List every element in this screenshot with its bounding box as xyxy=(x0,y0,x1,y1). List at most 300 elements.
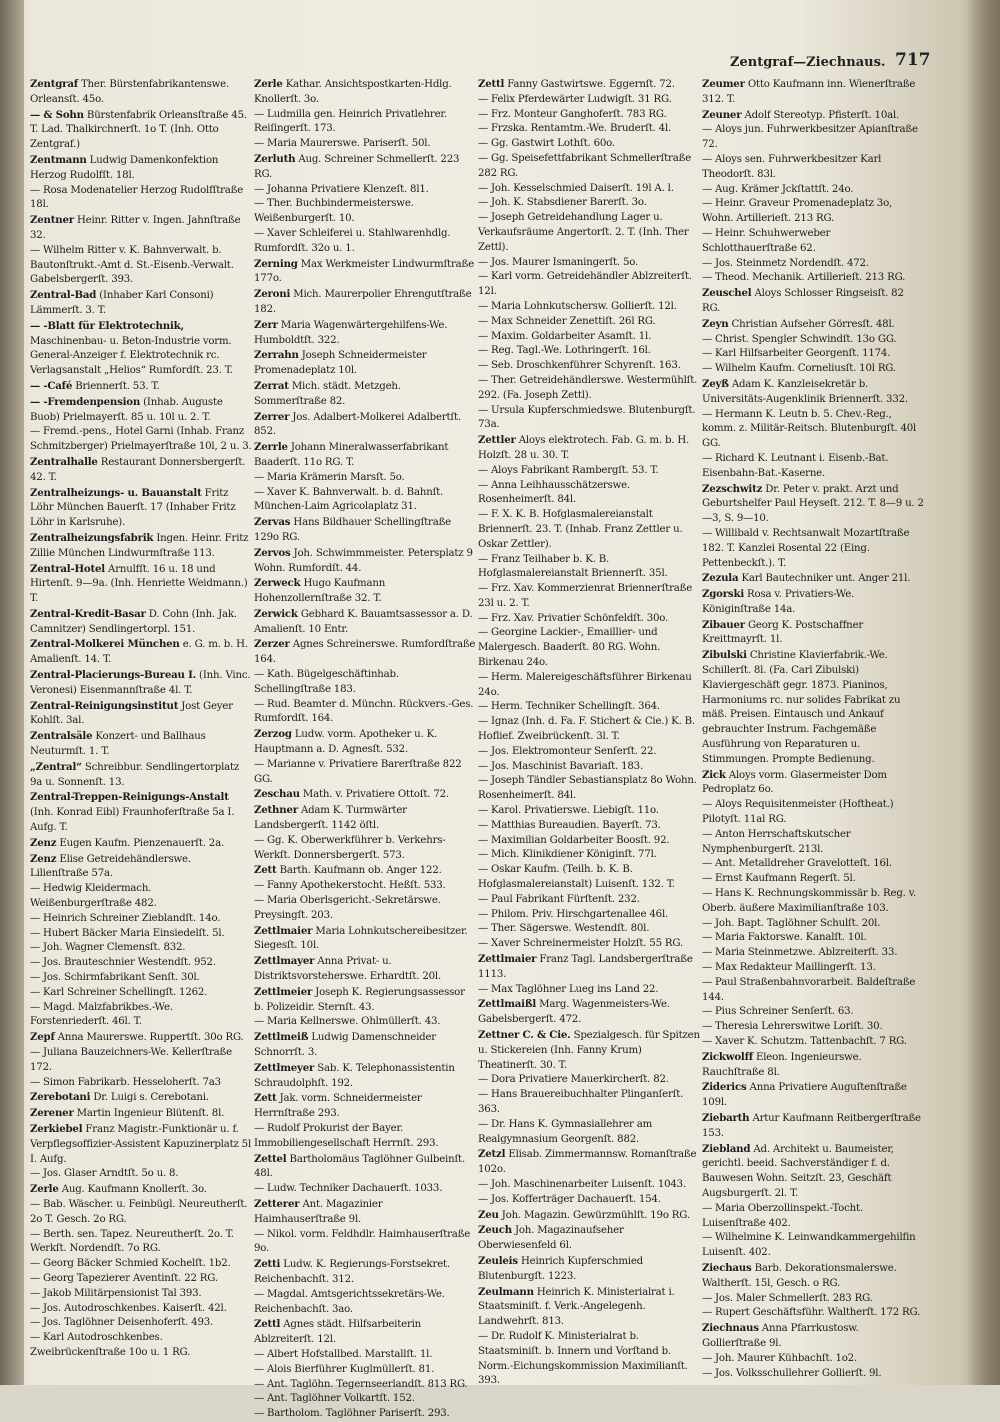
entry-details: Barb. Dekorationsmalerswe. Waltherſt. 15l, Gesch. o RG. xyxy=(702,1262,897,1289)
directory-entry xyxy=(478,671,700,701)
entry-details: Jos. Adalbert-Molkerei Adalbertſt. 852. xyxy=(254,411,461,438)
directory-entry xyxy=(254,227,476,257)
entry-surname: Zepf xyxy=(30,1031,55,1044)
entry-details: Adolf Stereotyp. Pfisterſt. 10al. xyxy=(744,109,900,121)
entry-surname: Zentral-Bad xyxy=(30,289,97,302)
entry-details: — Jos. Schirmfabrikant Senſt. 30l. xyxy=(30,972,200,984)
entry-details: — Ludw. Techniker Dachauerſt. 1033. xyxy=(254,1183,443,1195)
directory-entry xyxy=(478,1254,700,1285)
entry-surname: Zentral-Hotel xyxy=(30,562,105,575)
directory-entry xyxy=(254,1182,476,1197)
directory-entry xyxy=(478,374,700,404)
directory-entry xyxy=(254,758,476,788)
directory-entry xyxy=(254,787,476,803)
directory-entry xyxy=(702,408,924,452)
entry-surname: Ziebarth xyxy=(702,1111,750,1124)
directory-entry xyxy=(254,637,476,668)
directory-entry xyxy=(478,508,700,552)
directory-entry xyxy=(254,727,476,758)
entry-surname: Zetterer xyxy=(254,1197,300,1210)
directory-entry xyxy=(254,486,476,516)
entry-surname: Zentralheizungs- u. Bauanstalt xyxy=(30,486,202,499)
directory-entry xyxy=(254,137,476,152)
directory-entry xyxy=(30,971,252,986)
entry-details: Barth. Kaufmann ob. Anger 122. xyxy=(279,865,442,877)
running-title: Zentgraf—Ziechnaus. xyxy=(730,55,886,70)
entry-surname: Zibulski xyxy=(702,649,747,662)
directory-entry xyxy=(702,887,924,917)
directory-entry xyxy=(478,1193,700,1208)
directory-entry xyxy=(478,553,700,583)
entry-details: — Joh. K. Stabsdiener Barerſt. 3o. xyxy=(478,197,647,209)
entry-surname: Zeulmann xyxy=(478,1285,534,1298)
directory-entry xyxy=(702,1111,924,1142)
entry-details: — Richard K. Leutnant i. Eisenb.-Bat. Eisenbahn-Bat.-Kaserne. xyxy=(702,452,889,479)
entry-details: e. G. m. b. H. Amalienſt. 14. T. xyxy=(30,639,248,666)
entry-details: Agnes städt. Hilfsarbeiterin Ablzreiterſt. 12l. xyxy=(254,1319,422,1346)
entry-details: Jak. vorm. Schneidermeister Herrnſtraße 293. xyxy=(254,1093,422,1120)
directory-entry xyxy=(702,872,924,887)
directory-entry xyxy=(254,440,476,471)
directory-entry xyxy=(30,1198,252,1228)
entry-details: (Inh. Vinc. Veronesi) Eisenmannſtraße 4l. T. xyxy=(30,670,251,696)
entry-details: — Rosa Modenatelier Herzog Rudolfſtraße 18l. xyxy=(30,184,244,211)
entry-details: — Jos. Elektromonteur Senſerſt. 22. xyxy=(478,745,657,757)
entry-details: Anna Privat- u. Distriktsvorsteherswe. Erhardtſt. 20l. xyxy=(254,956,442,983)
entry-details: (Inh. Konrad Eibl) Fraunhoferſtraße 5a I. Aufg. T. xyxy=(30,807,235,834)
entry-details: — Johanna Privatiere Klenzeſt. 8l1. xyxy=(254,183,429,195)
directory-entry xyxy=(30,607,252,638)
entry-surname: Zettlmayer xyxy=(254,955,315,968)
entry-details: — Karol. Privatierswe. Liebigſt. 11o. xyxy=(478,805,659,817)
entry-surname: Zentral-Placierungs-Bureau I. xyxy=(30,669,196,682)
directory-entry xyxy=(702,798,924,828)
directory-entry xyxy=(702,618,924,649)
entry-surname: Zerrahn xyxy=(254,349,299,362)
entry-details: — Georgine Lackier-, Emaillier- und Malergesch. Baaderſt. 80 RG. Wohn. Birkenau 24o. xyxy=(478,627,661,669)
entry-surname: Zerkiebel xyxy=(30,1122,83,1135)
entry-details: — Paul Fabrikant Fürſtenſt. 232. xyxy=(478,893,640,905)
directory-entry xyxy=(478,211,700,255)
entry-details: — Alois Bierführer Kuglmüllerſt. 81. xyxy=(254,1363,435,1375)
entry-details: — Dr. Rudolf K. Ministerialrat b. Staatsminiſt. b. Innern und Vorſtand b. Norm.-Eichungskommission Maximilianſt. 393. xyxy=(478,1330,688,1387)
directory-entry xyxy=(30,425,252,455)
entry-surname: Zeroni xyxy=(254,288,291,301)
entry-details: Ad. Architekt u. Baumeister, gerichtl. beeid. Sachverständiger f. d. Bauwesen Wohn. Seitzſt. 23, Geschäft Augsburgerſt. 2l. T. xyxy=(702,1143,894,1199)
entry-details: — Joh. Maschinenarbeiter Luisenſt. 1043. xyxy=(478,1178,686,1190)
entry-surname: Zerning xyxy=(254,257,298,270)
entry-details: — Georg Bäcker Schmied Kochelſt. 1b2. xyxy=(30,1258,231,1270)
directory-entry xyxy=(702,1020,924,1035)
entry-details: — Pius Schreiner Senſerſt. 63. xyxy=(702,1006,854,1018)
directory-entry xyxy=(30,760,252,791)
entry-surname: Zettlmeiß xyxy=(254,1031,309,1044)
directory-entry xyxy=(702,1050,924,1081)
entry-details: — Ther. Buchbindermeisterswe. Weißenburgerſt. 10. xyxy=(254,198,414,225)
entry-details: — Maximilian Goldarbeiter Boosſt. 92. xyxy=(478,834,670,846)
entry-details: (Inhaber Karl Consoni) Lämmerſt. 3. T. xyxy=(30,290,214,316)
entry-details: — Ant. Taglöhn. Tegernseerlandſt. 813 RG. xyxy=(254,1378,468,1390)
directory-entry xyxy=(702,571,924,587)
directory-entry xyxy=(702,153,924,183)
directory-entry xyxy=(478,612,700,627)
entry-surname: — -Blatt für Elektrotechnik, xyxy=(30,319,184,332)
entry-details: Adam K. Kanzleisekretär b. Universitäts-Augenklinik Briennerſt. 332. xyxy=(702,378,908,405)
directory-entry xyxy=(30,153,252,184)
entry-surname: Zettlmaißl xyxy=(478,998,537,1011)
entry-details: — Joh. Kesselschmied Daiserſt. 19l A. l. xyxy=(478,182,674,194)
entry-details: — Frz. Monteur Ganghoferſt. 783 RG. xyxy=(478,108,667,120)
entry-details: Elisab. Zimmermannsw. Romanſtraße 102o. xyxy=(478,1149,697,1176)
entry-details: — Rupert Geschäftsführ. Waltherſt. 172 RG. xyxy=(702,1307,921,1319)
entry-details: — Wilhelm Kaufm. Corneliusſt. 10l RG. xyxy=(702,363,896,375)
directory-entry xyxy=(254,1378,476,1393)
entry-details: — Rud. Beamter d. Münchn. Rückvers.-Ges. Rumfordſt. 164. xyxy=(254,698,474,725)
entry-details: Georg K. Postschaffner Kreittmayrſt. 1l. xyxy=(702,619,864,646)
entry-surname: Zentralhalle xyxy=(30,455,98,468)
entry-surname: Zervas xyxy=(254,516,291,529)
entry-details: — Heinr. Graveur Promenadeplatz 3o, Wohn. Artillerieſt. 213 RG. xyxy=(702,198,893,225)
entry-details: Maria Wagenwärtergehilfens-We. Humboldtſt. 322. xyxy=(254,319,448,346)
entry-details: — Fremd.-pens., Hotel Garni (Inhab. Franz Schmitzberger) Prielmayerſtraße 10l, 2 u. 3. xyxy=(30,426,252,453)
directory-entry xyxy=(30,213,252,244)
directory-entry xyxy=(702,917,924,932)
entry-surname: Zerzer xyxy=(254,638,290,651)
column-3 xyxy=(478,77,700,1387)
entry-details: — Bartholom. Taglöhner Pariserſt. 293. xyxy=(254,1408,450,1420)
directory-entry xyxy=(254,1015,476,1030)
directory-entry xyxy=(30,1122,252,1167)
entry-details: Arnulfſt. 16 u. 18 und Hirtenſt. 9—9a. (Inh. Henriette Weidmann.) T. xyxy=(30,563,248,605)
entry-surname: Ziechnaus xyxy=(702,1322,759,1335)
directory-entry xyxy=(702,183,924,198)
entry-details: Anna Pfarrkustosw. Gollierſtraße 9l. xyxy=(702,1323,859,1349)
directory-entry xyxy=(30,836,252,852)
entry-details: — Max Redakteur Maillingerſt. 13. xyxy=(702,962,876,974)
entry-details: — Dora Privatiere Mauerkircherſt. 82. xyxy=(478,1074,669,1086)
entry-details: — Theod. Mechanik. Artillerieſt. 213 RG. xyxy=(702,272,906,284)
directory-entry xyxy=(30,319,252,379)
directory-entry xyxy=(478,1208,700,1224)
entry-details: Rosa v. Privatiers-We. Königinſtraße 14a. xyxy=(702,589,855,615)
entry-details: — Frz. Xav. Privatier Schönfeldſt. 30o. xyxy=(478,612,669,624)
directory-entry xyxy=(478,908,700,923)
directory-entry xyxy=(702,1142,924,1202)
directory-entry xyxy=(30,882,252,912)
directory-entry xyxy=(702,1352,924,1367)
directory-entry xyxy=(702,1231,924,1261)
entry-details: Hugo Kaufmann Hohenzollernſtraße 32. T. xyxy=(254,578,386,605)
entry-surname: Zettl xyxy=(254,1318,281,1331)
entry-surname: Zentral-Kredit-Basar xyxy=(30,607,146,620)
entry-details: — Gg. K. Oberwerkführer b. Verkehrs-Werkſt. Donnersbergerſt. 573. xyxy=(254,834,446,861)
entry-details: — Theresia Lehrerswitwe Loriſt. 30. xyxy=(702,1021,883,1033)
entry-surname: Zgorski xyxy=(702,588,744,601)
entry-surname: Ziebland xyxy=(702,1142,751,1155)
directory-entry xyxy=(254,152,476,183)
entry-details: — Jakob Militärpensionist Tal 393. xyxy=(30,1287,202,1299)
entry-details: — Maria Kellnerswe. Ohlmüllerſt. 43. xyxy=(254,1016,441,1028)
entry-surname: Ziechaus xyxy=(702,1261,752,1274)
entry-details: — Karl Hilfsarbeiter Georgenſt. 1174. xyxy=(702,348,891,360)
entry-details: — Anton Herrschaftskutscher Nymphenburgerſt. 213l. xyxy=(702,828,851,855)
entry-details: Ludw. vorm. Apotheker u. K. Hauptmann a. D. Agnesſt. 532. xyxy=(254,729,438,756)
entry-surname: Zeuch xyxy=(478,1224,512,1237)
directory-entry xyxy=(702,1321,924,1352)
directory-entry xyxy=(254,1407,476,1422)
entry-surname: Zerebotani xyxy=(30,1091,91,1104)
entry-details: Max Werkmeister Lindwurmſtraße 177o. xyxy=(254,258,474,285)
entry-details: — Ludmilla gen. Heinrich Privatlehrer. Reiſingerſt. 173. xyxy=(254,108,448,135)
directory-entry xyxy=(30,1228,252,1258)
entry-surname: Zenz xyxy=(30,852,57,865)
directory-entry xyxy=(478,626,700,670)
directory-entry xyxy=(702,362,924,377)
entry-details: — Ther. Getreidehändlerswe. Westermühlſt. 292. (Fa. Joseph Zettl). xyxy=(478,374,698,401)
entry-surname: Zerluth xyxy=(254,152,296,165)
entry-details: — Jos. Volksschullehrer Gollierſt. 9l. xyxy=(702,1367,882,1379)
entry-details: — Hedwig Kleidermach. Weißenburgerſtraße 482. xyxy=(30,883,157,910)
directory-entry xyxy=(478,1073,700,1088)
entry-details: — Karl vorm. Getreidehändler Ablzreiterſt. 12l. xyxy=(478,271,692,298)
entry-details: Joseph Schneidermeister Promenadeplatz 10l. xyxy=(254,350,427,377)
directory-entry xyxy=(30,455,252,486)
entry-details: — Rudolf Prokurist der Bayer. Immobiliengesellschaft Herrnſt. 293. xyxy=(254,1122,439,1149)
entry-details: Aug. Schreiner Schmellerſt. 223 RG. xyxy=(254,153,460,180)
entry-details: Maschinenbau- u. Beton-Industrie vorm. General-Anzeiger f. Elektrotechnik rc. Verlagsanstalt „Helios“ Rumfordſt. 23. T. xyxy=(30,335,233,377)
entry-details: Ther. Bürstenfabrikantenswe. Orleansſt. 45o. xyxy=(30,79,229,105)
directory-entry xyxy=(702,648,924,767)
directory-entry xyxy=(478,700,700,715)
directory-entry xyxy=(478,937,700,952)
directory-entry xyxy=(254,1348,476,1363)
directory-entry xyxy=(30,1046,252,1076)
directory-entry xyxy=(702,961,924,976)
directory-entry xyxy=(254,834,476,864)
entry-details: Joh. Magazinaufseher Oberwiesenfeld 6l. xyxy=(478,1225,624,1252)
directory-entry xyxy=(702,931,924,946)
entry-surname: Zettler xyxy=(478,434,516,447)
entry-surname: Zeuschel xyxy=(702,287,752,300)
directory-entry xyxy=(702,1261,924,1292)
directory-entry xyxy=(254,1197,476,1228)
directory-entry xyxy=(478,182,700,197)
entry-details: — Gg. Speisefettfabrikant Schmellerſtraße 282 RG. xyxy=(478,152,692,179)
directory-entry xyxy=(478,433,700,464)
entry-details: — Joh. Maurer Kühbachſt. 1o2. xyxy=(702,1352,858,1364)
entry-details: — Maria Lohnkutschersw. Gollierſt. 12l. xyxy=(478,300,677,312)
directory-entry xyxy=(702,123,924,153)
entry-details: — F. X. K. B. Hofglasmalereianstalt Briennerſt. 23. T. (Inhab. Franz Zettler u. Oskar Zettler). xyxy=(478,509,683,550)
entry-surname: Zerweck xyxy=(254,577,301,590)
entry-details: Anna Privatiere Auguſtenſtraße 109l. xyxy=(702,1082,907,1109)
entry-details: — Berth. sen. Tapez. Neureutherſt. 2o. T. Werkſt. Nordendſt. 7o RG. xyxy=(30,1228,234,1255)
directory-entry xyxy=(702,452,924,482)
entry-details: Bartholomäus Taglöhner Gulbeinſt. 48l. xyxy=(254,1153,465,1180)
directory-entry xyxy=(254,879,476,894)
directory-entry xyxy=(30,1076,252,1091)
entry-details: Elise Getreidehändlerswe. Lilienſtraße 57a. xyxy=(30,853,191,880)
directory-entry xyxy=(702,1306,924,1321)
directory-entry xyxy=(254,77,476,108)
directory-entry xyxy=(702,527,924,571)
directory-entry xyxy=(30,1272,252,1287)
entry-details: Martin Ingenieur Blütenſt. 8l. xyxy=(76,1108,225,1120)
directory-entry xyxy=(254,1317,476,1348)
directory-entry xyxy=(254,1152,476,1183)
directory-entry xyxy=(702,1292,924,1307)
directory-entry xyxy=(478,1118,700,1148)
entry-surname: Zettlmaier xyxy=(478,953,537,966)
directory-entry xyxy=(702,377,924,408)
entry-surname: Zetti xyxy=(254,1258,281,1271)
entry-surname: Zentralsäle xyxy=(30,730,93,743)
entry-details: — Matthias Bureaudien. Bayerſt. 73. xyxy=(478,819,661,831)
entry-surname: Zentral-Reinigungsinstitut xyxy=(30,699,179,712)
entry-details: — Jos. Glaser Arndtſt. 5o u. 8. xyxy=(30,1168,179,1180)
entry-details: Gebhard K. Bauamtsassessor a. D. Amalienſt. 10 Entr. xyxy=(254,608,473,635)
directory-entry xyxy=(30,1182,252,1198)
entry-details: Dr. Luigi s. Cerebotani. xyxy=(93,1092,209,1104)
directory-entry xyxy=(702,227,924,257)
directory-entry xyxy=(254,698,476,728)
entry-surname: Zett xyxy=(254,864,277,877)
directory-entry xyxy=(702,1035,924,1050)
entry-surname: Zibauer xyxy=(702,618,745,631)
directory-entry xyxy=(702,333,924,348)
entry-details: Math. v. Privatiere Ottoſt. 72. xyxy=(302,789,449,801)
entry-surname: — -Café xyxy=(30,379,73,392)
entry-surname: Zentralheizungsfabrik xyxy=(30,531,154,544)
directory-entry xyxy=(254,985,476,1016)
entry-surname: Zeu xyxy=(478,1208,499,1221)
entry-details: Joseph K. Regierungsassessor b. Polizeidir. Sternſt. 43. xyxy=(254,986,465,1013)
entry-details: Karl Bautechniker unt. Anger 21l. xyxy=(741,573,911,585)
directory-entry xyxy=(254,1091,476,1122)
directory-entry xyxy=(478,983,700,998)
directory-entry xyxy=(254,197,476,227)
entry-details: — Xaver Schleiferei u. Stahlwarenhdlg. Rumfordſt. 32o u. 1. xyxy=(254,227,451,254)
directory-entry xyxy=(254,183,476,198)
directory-entry xyxy=(30,1257,252,1272)
entry-surname: Zettlmeyer xyxy=(254,1061,315,1074)
directory-entry xyxy=(478,152,700,182)
directory-entry xyxy=(478,137,700,152)
directory-entry xyxy=(702,976,924,1006)
entry-surname: Zeschau xyxy=(254,788,300,801)
entry-details: — Herm. Techniker Schellingſt. 364. xyxy=(478,701,660,713)
entry-details: Jost Geyer Kohlſt. 3al. xyxy=(30,700,233,727)
entry-surname: Zetzl xyxy=(478,1148,506,1161)
entry-surname: Zerle xyxy=(30,1183,59,1196)
entry-details: — Jos. Taglöhner Deisenhoferſt. 493. xyxy=(30,1317,214,1329)
entry-details: Ant. Magazinier Haimhauserſtraße 9l. xyxy=(254,1198,383,1225)
entry-surname: — & Sohn xyxy=(30,108,84,121)
entry-details: — Ursula Kupferschmiedswe. Blutenburgſt. 73a. xyxy=(478,404,696,431)
directory-entry xyxy=(254,1030,476,1061)
directory-entry xyxy=(30,1030,252,1046)
entry-details: — Heinr. Schuhwerweber Schlotthauerſtraße 62. xyxy=(702,227,831,254)
directory-entry xyxy=(478,863,700,893)
entry-surname: Zentral-Molkerei München xyxy=(30,638,180,651)
directory-entry xyxy=(478,256,700,271)
directory-entry xyxy=(478,1330,700,1389)
entry-details: — Gg. Gastwirt Lothſt. 60o. xyxy=(478,138,615,150)
directory-entry xyxy=(478,464,700,479)
entry-details: — Joseph Tändler Sebastiansplatz 8o Wohn. Rosenheimerſt. 84l. xyxy=(478,775,697,802)
directory-entry xyxy=(478,344,700,359)
directory-entry xyxy=(30,729,252,760)
directory-entry xyxy=(30,108,252,153)
entry-surname: Zeyß xyxy=(702,377,729,390)
entry-details: — Maria Oberlsgericht.-Sekretärswe. Preysingſt. 203. xyxy=(254,895,441,921)
directory-entry xyxy=(254,379,476,410)
entry-details: Ludwig Damenkonfektion Herzog Rudolfſt. 18l. xyxy=(30,154,219,181)
directory-entry xyxy=(702,857,924,872)
directory-entry xyxy=(702,587,924,618)
column-1 xyxy=(30,77,252,1367)
entry-surname: Zerrle xyxy=(254,441,288,454)
entry-details: — Aloys jun. Fuhrwerkbesitzer Apianſtraße 72. xyxy=(702,124,918,151)
entry-details: Kathar. Ansichtspostkarten-Hdlg. Knollerſt. 3o. xyxy=(254,79,452,105)
directory-entry xyxy=(30,1106,252,1122)
entry-details: — Bab. Wäscher. u. Feinbügl. Neureutherſt. 2o T. Gesch. 2o RG. xyxy=(30,1198,248,1225)
entry-details: Schreibbur. Sendlingertorplatz 9a u. Sonnenſt. 13. xyxy=(30,761,240,788)
directory-entry xyxy=(254,607,476,638)
directory-entry xyxy=(30,852,252,883)
entry-details: Johann Mineralwasserfabrikant Baaderſt. 11o RG. T. xyxy=(254,442,449,468)
entry-details: Christine Klavierfabrik.-We. Schillerſt. 8l. (Fa. Carl Zibulski) Klaviergeschäft gegr. 1873. Pianinos, Harmoniums rc. nur solides Fabrikat zu mäß. Preisen. Eintausch und Ankauf gebrauchter Instrum. Fachgemäße Ausführung von Reparaturen u. Stimmungen. Prompte Bedienung. xyxy=(702,650,901,765)
entry-surname: Zick xyxy=(702,768,726,781)
entry-details: — Maria Faktorswe. Kanalſt. 10l. xyxy=(702,932,867,944)
entry-details: — Aloys sen. Fuhrwerkbesitzer Karl Theodorſt. 83l. xyxy=(702,153,882,180)
entry-details: Hans Bildhauer Schellingſtraße 129o RG. xyxy=(254,517,452,543)
entry-details: Marg. Wagenmeisters-We. Gabelsbergerſt. 472. xyxy=(478,999,670,1026)
directory-entry xyxy=(702,768,924,799)
directory-entry xyxy=(30,637,252,668)
directory-entry xyxy=(702,1080,924,1111)
directory-entry xyxy=(254,803,476,834)
directory-entry xyxy=(478,834,700,849)
directory-entry xyxy=(30,1316,252,1331)
entry-details: — Christ. Spengler Schwindſt. 13o GG. xyxy=(702,333,897,345)
entry-details: — Aloys Requisitenmeister (Hoftheat.) Pilotyſt. 11al RG. xyxy=(702,799,894,826)
book-gutter xyxy=(0,0,24,1385)
entry-surname: „Zentral“ xyxy=(30,760,82,773)
entry-details: — Maria Steinmetzwe. Ablzreiterſt. 33. xyxy=(702,947,898,959)
directory-entry xyxy=(702,828,924,858)
entry-surname: Zerwick xyxy=(254,607,298,620)
directory-entry xyxy=(254,863,476,879)
directory-entry xyxy=(478,952,700,983)
entry-details: Fanny Gastwirtswe. Eggernſt. 72. xyxy=(507,79,675,90)
directory-entry xyxy=(254,954,476,985)
entry-details: — Frz. Xav. Kommerzienrat Briennerſtraße 23l u. 2. T. xyxy=(478,583,693,609)
entry-details: Agnes Schreinerswe. Rumfordſtraße 164. xyxy=(254,639,476,666)
directory-entry xyxy=(254,576,476,607)
page-edge-shadow xyxy=(966,0,1000,1385)
entry-details: — Ant. Taglöhner Volkartſt. 152. xyxy=(254,1393,415,1405)
entry-surname: Zerle xyxy=(254,78,283,90)
directory-entry xyxy=(254,894,476,924)
directory-entry xyxy=(30,1302,252,1317)
entry-surname: Zettlmeier xyxy=(254,985,313,998)
entry-details: — Hans K. Rechnungskommissär b. Reg. v. Oberb. äußere Maximilianſtraße 103. xyxy=(702,888,917,914)
directory-entry xyxy=(702,482,924,527)
entry-surname: Zettl xyxy=(478,78,505,90)
entry-details: — Hermann K. Leutn b. 5. Chev.-Reg., komm. z. Militär-Reitsch. Blutenburgſt. 40l GG. xyxy=(702,408,917,450)
entry-details: Fritz Löhr München Bauerſt. 17 (Inhaber Fritz Löhr in Karlsruhe). xyxy=(30,487,236,529)
